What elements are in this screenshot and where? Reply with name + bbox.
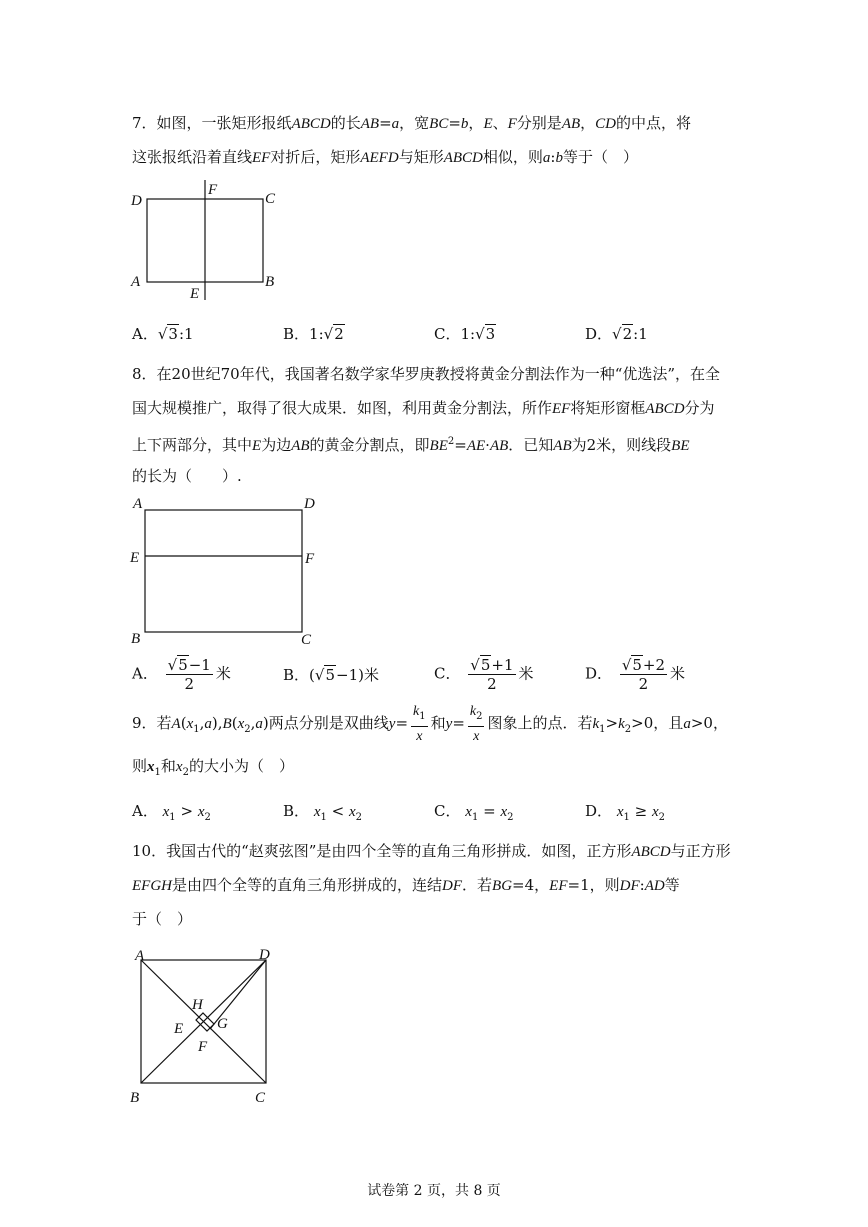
q8-figure [126,492,326,652]
q7-label-d: D [131,193,142,209]
q9-option-a[interactable]: A． $x_1 > x_2$ [132,802,211,823]
q10-label-g: G [217,1016,228,1032]
q8-window-frame [145,510,302,632]
q8-option-b[interactable]: B．(√5−1)米 [283,666,379,684]
q7-figure [126,176,286,306]
q8-option-c[interactable]: C． $\frac{√5+1}{2}$ 米 [434,656,534,693]
q7-option-b[interactable]: B．1:√2 [283,325,344,343]
q9-option-d[interactable]: D． $x_1 \ge x_2$ [585,802,666,823]
page-footer: 试卷第 2 页，共 8 页 [367,1183,501,1199]
q10-label-c: C [255,1090,266,1106]
q8-label-b: B [131,631,141,647]
q9-option-b[interactable]: B． $x_1 < x_2$ [283,802,363,823]
q8-label-a: A [133,496,143,512]
q10-line-1: 10．我国古代的“赵爽弦图”是由四个全等的直角三角形拼成．如图，正方形ABCD与正方形 [132,842,731,860]
q9-line-1: 9．若$A(x_1,a),B(x_2,a)$两点分别是双曲线y= $\frac{k_1}{x}$ 和y= $\frac{k_2}{x}$ 图象上的点．若$k_1>k_2>0$，且a>0， [132,704,728,744]
q10-line-2: EFGH是由四个全等的直角三角形拼成的，连结DF．若BG=4，EF=1，则DF:AD等 [132,876,680,894]
q10-figure [126,940,296,1110]
q10-label-a: A [135,948,145,964]
q7-label-c: C [265,191,276,207]
q8-line-2: 国大规模推广，取得了很大成果．如图，利用黄金分割法，所作EF将矩形窗框ABCD分为 [132,399,715,417]
q9-option-c[interactable]: C． $x_1 = x_2$ [434,802,514,823]
q7-label-f: F [208,182,218,198]
q7-option-d[interactable]: D．√2:1 [585,325,648,343]
q10-label-h: H [192,997,203,1013]
q10-label-b: B [130,1090,140,1106]
q7-line-1: 7．如图，一张矩形报纸ABCD的长AB=a，宽BC=b，E、F分别是AB，CD的中点，将 [132,114,692,132]
q8-label-e: E [130,550,140,566]
q8-option-a[interactable]: A． $\frac{√5-1}{2}$ 米 [132,656,231,693]
q7-label-a: A [131,274,141,290]
q10-label-e: E [174,1021,184,1037]
q8-label-d: D [304,496,315,512]
q8-label-f: F [305,551,315,567]
q8-label-c: C [301,632,312,648]
q8-line-1: 8．在20世纪70年代，我国著名数学家华罗庚教授将黄金分割法作为一种“优选法”，在全 [132,365,721,383]
q10-label-d: D [259,947,270,963]
q10-line-3: 于（ ） [132,910,193,928]
q10-label-f: F [198,1039,208,1055]
q8-line-4: 的长为（ ）. [132,467,242,485]
q7-label-e: E [190,286,200,302]
q7-line-2: 这张报纸沿着直线EF对折后，矩形AEFD与矩形ABCD相似，则a:b等于（ ） [132,148,638,166]
q7-label-b: B [265,274,275,290]
q7-option-a[interactable]: A．√3:1 [132,325,194,343]
q8-line-3: 上下两部分，其中E为边AB的黄金分割点，即$BE^2=AE\cdot AB$．已知AB为2米，则线段BE [132,436,690,454]
q7-option-c[interactable]: C．1:√3 [434,325,496,343]
q9-line-2: 则$x_1$和$x_2$的大小为（ ） [132,757,294,778]
q8-option-d[interactable]: D． $\frac{√5+2}{2}$ 米 [585,656,686,693]
